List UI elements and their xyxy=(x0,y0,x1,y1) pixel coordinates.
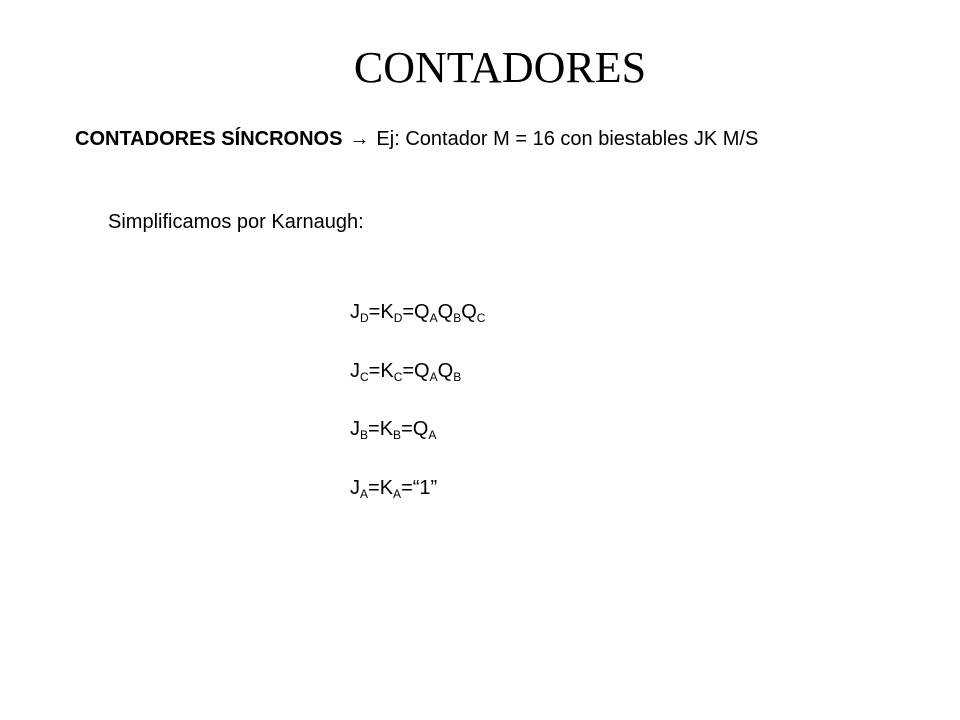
equation-term: =K xyxy=(368,476,394,499)
page-title: CONTADORES xyxy=(353,43,647,92)
equation-subscript: A xyxy=(429,311,438,325)
equation-term: Q xyxy=(437,359,454,382)
equation-jc xyxy=(350,357,485,416)
equation-term: J xyxy=(350,418,360,440)
equation-term: Q xyxy=(461,301,477,323)
equation-term: =K xyxy=(368,359,394,382)
equation-term: J xyxy=(350,301,360,323)
subtitle-heading: CONTADORES SÍNCRONOS xyxy=(75,128,343,150)
equation-list xyxy=(350,298,485,532)
equation-subscript: A xyxy=(429,369,438,384)
equation-term: =“1” xyxy=(401,476,438,499)
equation-term: =Q xyxy=(401,418,429,440)
equation-subscript: C xyxy=(476,311,486,325)
equation-subscript: D xyxy=(360,311,369,325)
equation-jd xyxy=(350,298,485,357)
equation-subscript: B xyxy=(453,369,462,384)
equation-ja xyxy=(350,474,485,533)
equation-term: =K xyxy=(368,301,394,323)
equation-subscript: C xyxy=(360,369,369,384)
equation-term: =K xyxy=(368,418,394,440)
equation-term: =Q xyxy=(402,359,430,382)
equation-subscript: C xyxy=(393,369,403,384)
equation-term: Q xyxy=(437,301,454,323)
equation-subscript: B xyxy=(393,428,402,442)
equation-term: J xyxy=(350,359,360,382)
equation-jb xyxy=(350,415,485,474)
subtitle-example: Ej: Contador M = 16 con biestables JK M/S xyxy=(376,128,759,150)
arrow-icon: → xyxy=(349,128,370,150)
equation-term: J xyxy=(350,476,360,499)
equation-subscript: A xyxy=(393,486,402,501)
equation-subscript: A xyxy=(360,486,369,501)
equation-subscript: D xyxy=(393,311,403,325)
intro-text: Simplificamos por Karnaugh: xyxy=(108,211,364,233)
equation-subscript: B xyxy=(360,428,369,442)
equation-subscript: A xyxy=(428,428,437,442)
equation-subscript: B xyxy=(453,311,462,325)
subtitle xyxy=(75,125,758,153)
equation-term: =Q xyxy=(402,301,430,323)
